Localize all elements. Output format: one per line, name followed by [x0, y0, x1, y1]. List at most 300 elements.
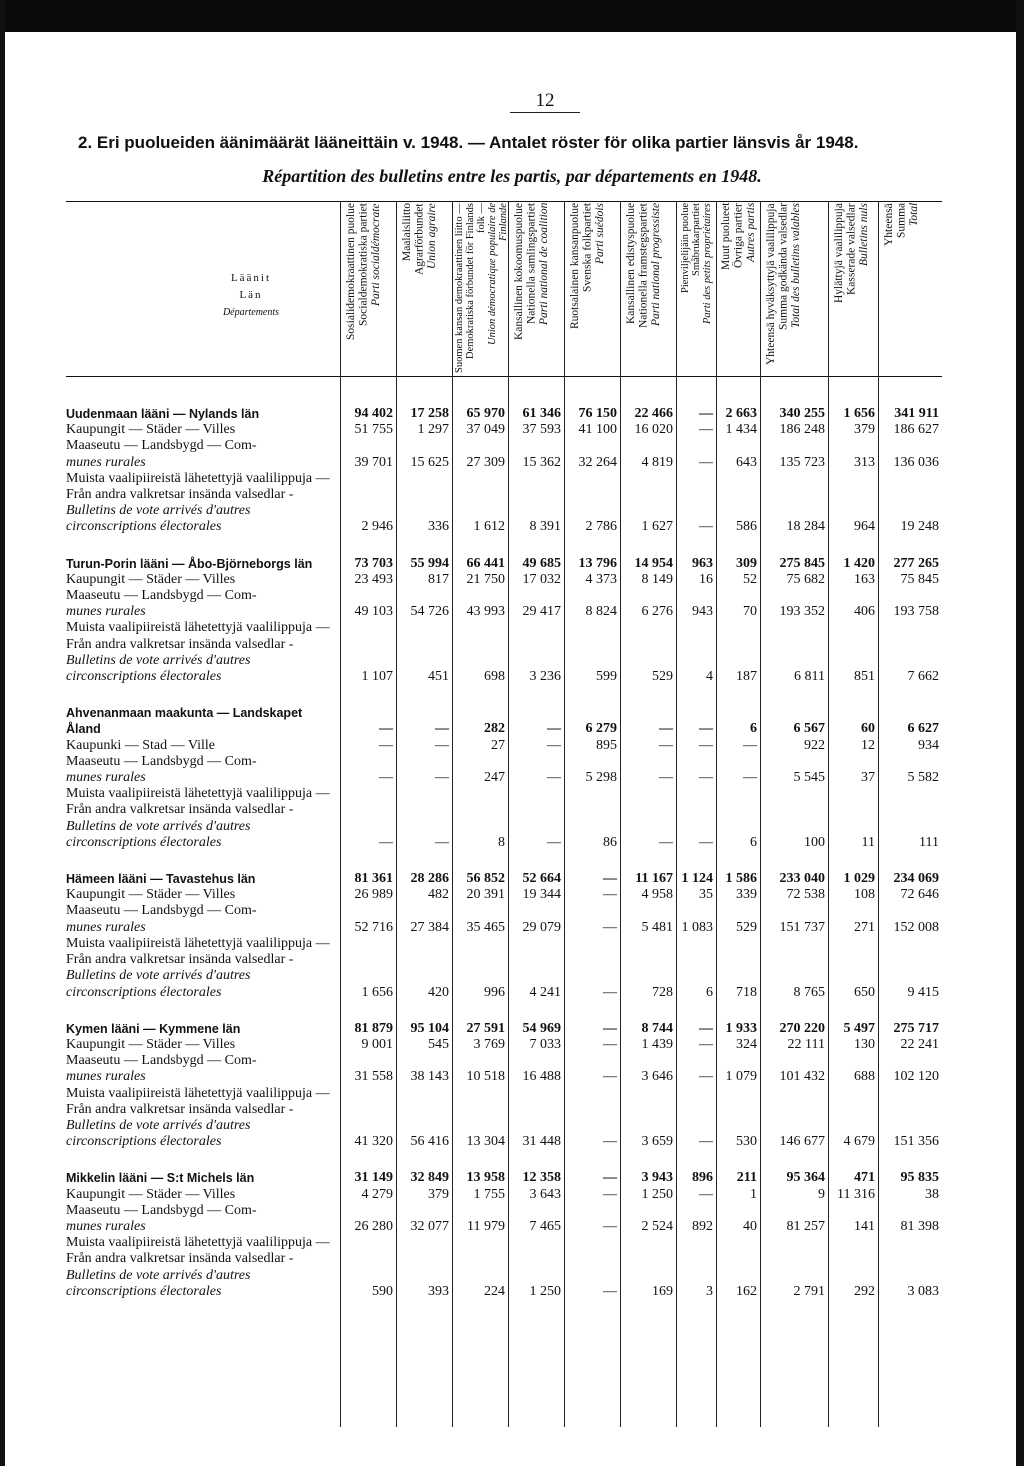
table-cell: —	[699, 1036, 713, 1052]
table-cell: 12 358	[522, 1170, 561, 1186]
table-cell: —	[699, 1186, 713, 1202]
row-label	[66, 1086, 340, 1151]
table-cell: 3 083	[907, 1283, 939, 1299]
row-label	[66, 1203, 340, 1235]
table-cell: 22 241	[900, 1036, 939, 1052]
row-label-part: Muista vaalipiireistä lähetettyjä vaalilippuja — Från andra valkretsar insända valsedlar -	[66, 470, 330, 503]
province-total-row	[66, 871, 942, 887]
table-cell: —	[743, 770, 757, 786]
group-spacer	[66, 1001, 942, 1021]
other-districts-row	[66, 620, 942, 685]
table-cell: 60	[861, 721, 875, 737]
rural-row	[66, 754, 942, 786]
table-cell: 1 439	[641, 1036, 673, 1052]
table-cell: 9 001	[361, 1036, 393, 1052]
table-cell: 324	[736, 1036, 757, 1052]
table-cell: 282	[484, 721, 505, 737]
row-label-part: Bulletins de vote arrivés d'autres circonscriptions électorales	[66, 1267, 251, 1299]
table-cell: 11	[861, 834, 875, 850]
rural-row	[66, 1053, 942, 1085]
row-label	[66, 871, 340, 887]
towns-row	[66, 738, 942, 754]
table-cell: 136 036	[893, 454, 939, 470]
table-cell: 186 248	[779, 422, 825, 438]
table-cell: —	[435, 737, 449, 753]
row-label-part: Bulletins de vote arrivés d'autres circonscriptions électorales	[66, 1117, 251, 1150]
column-header-rejected-ballots: Hylättyjä vaalilippuja Kasserade valsedlar Bulletins nuls	[833, 203, 870, 303]
table-cell: —	[603, 1170, 617, 1186]
table-cell: —	[699, 454, 713, 470]
table-cell: —	[699, 1134, 713, 1150]
stub-header-sv: Län	[239, 289, 263, 301]
table-cell: 1 029	[843, 871, 875, 887]
rural-row	[66, 903, 942, 935]
table-cell: —	[603, 1218, 617, 1234]
table-cell: 8 149	[641, 571, 673, 587]
table-cell: 3 646	[641, 1069, 673, 1085]
header-bottom-rule	[66, 376, 942, 377]
row-label-part: Maaseutu — Landsbygd — Com-	[66, 903, 257, 919]
table-cell: 186 627	[893, 422, 939, 438]
rural-row	[66, 588, 942, 620]
row-label-part: Maaseutu — Landsbygd — Com-	[66, 1053, 257, 1069]
row-label-part: Kaupungit — Städer — Villes	[66, 422, 236, 438]
table-cell: 169	[652, 1283, 673, 1299]
row-label-part: munes rurales	[66, 770, 146, 786]
table-cell: 51 755	[354, 422, 393, 438]
votes-table	[66, 406, 942, 1300]
table-cell: 52	[743, 571, 757, 587]
row-label-part: munes rurales	[66, 604, 146, 620]
column-header-total: Yhteensä Summa Total	[883, 203, 920, 246]
table-cell: 4	[706, 669, 713, 685]
row-label-part: Ahvenanmaan maakunta — Landskapet Åland	[66, 706, 303, 737]
row-label	[66, 406, 340, 422]
table-cell: 8 391	[529, 519, 561, 535]
table-cell: 17 258	[410, 406, 449, 421]
row-label-part: Kaupungit — Städer — Villes	[66, 887, 236, 903]
table-cell: 1 933	[725, 1020, 757, 1036]
table-cell: 1 107	[361, 669, 393, 685]
table-cell: —	[547, 770, 561, 786]
table-cell: 41 100	[578, 422, 617, 438]
table-cell: 8 765	[793, 984, 825, 1000]
table-cell: 6 279	[585, 721, 617, 737]
table-cell: 26 280	[354, 1218, 393, 1234]
table-cell: 41 320	[354, 1134, 393, 1150]
table-cell: —	[547, 721, 561, 737]
table-cell: 996	[484, 984, 505, 1000]
table-cell: 3 943	[641, 1170, 673, 1186]
table-cell: 73 703	[354, 555, 393, 571]
table-cell: —	[603, 984, 617, 1000]
table-cell: —	[435, 770, 449, 786]
table-cell: 529	[736, 919, 757, 935]
table-cell: 29 079	[522, 919, 561, 935]
table-cell: 1 434	[725, 422, 757, 438]
table-cell: 15 625	[410, 454, 449, 470]
table-cell: 31 149	[354, 1170, 393, 1186]
row-label-part: Kaupungit — Städer — Villes	[66, 571, 236, 587]
table-cell: 234 069	[893, 871, 939, 887]
row-label-part: munes rurales	[66, 1218, 146, 1234]
table-cell: 11 979	[467, 1218, 505, 1234]
row-label-part: Muista vaalipiireistä lähetettyjä vaalilippuja — Från andra valkretsar insända valsedlar -	[66, 786, 330, 818]
table-cell: 393	[428, 1283, 449, 1299]
table-cell: —	[603, 1020, 617, 1036]
table-cell: 1 656	[843, 406, 875, 421]
row-label	[66, 556, 340, 572]
table-cell: —	[659, 834, 673, 850]
row-label-part: Mikkelin lääni — S:t Michels län	[66, 1171, 255, 1186]
table-cell: 247	[484, 770, 505, 786]
table-cell: 896	[692, 1170, 713, 1186]
table-cell: 81 398	[900, 1218, 939, 1234]
table-cell: 7 662	[907, 669, 939, 685]
table-cell: 61 346	[522, 406, 561, 421]
table-cell: 934	[918, 737, 939, 753]
table-cell: 728	[652, 984, 673, 1000]
table-cell: 27 591	[466, 1020, 505, 1036]
table-cell: 529	[652, 669, 673, 685]
table-cell: 54 969	[522, 1020, 561, 1036]
other-districts-row	[66, 936, 942, 1001]
table-cell: —	[699, 422, 713, 438]
table-cell: 31 448	[522, 1134, 561, 1150]
table-cell: 152 008	[893, 919, 939, 935]
row-label	[66, 903, 340, 935]
column-header-smallholders-party: Pienviljelijäin puolue Småbrukarpartiet Parti des petits propriétaires	[680, 203, 713, 324]
table-cell: 1 250	[529, 1283, 561, 1299]
table-cell: 49 685	[522, 555, 561, 571]
row-label-part: Kaupunki — Stad — Ville	[66, 737, 216, 753]
table-cell: 4 679	[843, 1134, 875, 1150]
table-cell: 6	[706, 984, 713, 1000]
table-cell: 141	[854, 1218, 875, 1234]
scan-border-left	[0, 0, 5, 1466]
row-label	[66, 738, 340, 754]
row-label	[66, 620, 340, 685]
towns-row	[66, 887, 942, 903]
table-cell: 12	[861, 737, 875, 753]
table-cell: 4 279	[361, 1186, 393, 1202]
table-cell: 193 758	[893, 604, 939, 620]
rural-row	[66, 1203, 942, 1235]
table-cell: 1 083	[681, 919, 713, 935]
table-cell: 817	[428, 571, 449, 587]
table-cell: —	[603, 871, 617, 887]
column-header-swedish-party: Ruotsalainen kansanpuolue Svenska folkpartiet Parti suédois	[569, 203, 606, 330]
table-cell: 108	[854, 887, 875, 903]
table-cell: 130	[854, 1036, 875, 1052]
table-cell: 29 417	[522, 604, 561, 620]
table-cell: 75 682	[786, 571, 825, 587]
table-cell: 52 664	[522, 871, 561, 887]
table-cell: —	[699, 737, 713, 753]
table-cell: 482	[428, 887, 449, 903]
table-cell: 38	[925, 1186, 939, 1202]
row-label-part: Kymen lääni — Kymmene län	[66, 1021, 241, 1036]
table-cell: 54 726	[410, 604, 449, 620]
row-label-part: Maaseutu — Landsbygd — Com-	[66, 753, 257, 769]
table-cell: —	[603, 1283, 617, 1299]
table-cell: 17 032	[522, 571, 561, 587]
table-cell: —	[699, 834, 713, 850]
province-total-row	[66, 705, 942, 737]
column-header-progressive-party: Kansallinen edistyspuolue Nationella framstegspartiet Parti national progressiste	[625, 203, 662, 328]
table-cell: 1	[750, 1186, 757, 1202]
table-cell: 2 786	[585, 519, 617, 535]
table-cell: 1 612	[473, 519, 505, 535]
table-cell: 8 744	[641, 1020, 673, 1036]
table-cell: 224	[484, 1283, 505, 1299]
table-cell: 922	[804, 737, 825, 753]
table-cell: 52 716	[354, 919, 393, 935]
table-cell: 37	[861, 770, 875, 786]
row-label	[66, 1037, 340, 1053]
row-label-part: munes rurales	[66, 919, 146, 935]
table-cell: 471	[854, 1170, 875, 1186]
table-cell: 27 384	[410, 919, 449, 935]
table-cell: 5 481	[641, 919, 673, 935]
table-cell: 95 364	[786, 1170, 825, 1186]
table-cell: 2 946	[361, 519, 393, 535]
table-cell: 23 493	[354, 571, 393, 587]
table-cell: 2 791	[793, 1283, 825, 1299]
table-cell: 28 286	[410, 871, 449, 887]
table-cell: 102 120	[893, 1069, 939, 1085]
table-cell: 81 879	[354, 1020, 393, 1036]
page-number: 12	[535, 90, 555, 111]
table-cell: 16 020	[634, 422, 673, 438]
table-cell: 32 264	[578, 454, 617, 470]
row-label	[66, 1053, 340, 1085]
row-label-part: Muista vaalipiireistä lähetettyjä vaalilippuja — Från andra valkretsar insända valsedlar -	[66, 1235, 330, 1267]
table-cell: 11 316	[837, 1186, 875, 1202]
page-number-rule	[510, 112, 580, 113]
table-cell: 339	[736, 887, 757, 903]
table-cell: 86	[603, 834, 617, 850]
table-cell: 22 466	[634, 406, 673, 421]
other-districts-row	[66, 471, 942, 536]
table-body	[66, 406, 942, 1300]
table-cell: 586	[736, 519, 757, 535]
table-cell: 9	[818, 1186, 825, 1202]
table-cell: 18 284	[786, 519, 825, 535]
table-cell: 895	[596, 737, 617, 753]
table-cell: 10 518	[466, 1069, 505, 1085]
column-header-agrarian-union: Maalaisliitto Agrarförbundet Union agraire	[401, 203, 438, 275]
row-label	[66, 1235, 340, 1300]
table-cell: 3 643	[529, 1186, 561, 1202]
table-cell: 56 852	[466, 871, 505, 887]
table-cell: 6 627	[907, 721, 939, 737]
scan-border-right	[1016, 0, 1024, 1466]
table-cell: 1 250	[641, 1186, 673, 1202]
table-cell: 1 586	[725, 871, 757, 887]
row-label-part: Uudenmaan lääni — Nylands län	[66, 407, 260, 421]
row-label-part: Bulletins de vote arrivés d'autres circonscriptions électorales	[66, 652, 251, 685]
column-header-valid-ballots: Yhteensä hyväksyttyjä vaalilippuja Summa godkända valsedlar Total des bulletins valables	[765, 203, 802, 365]
towns-row	[66, 1187, 942, 1203]
table-cell: 1 124	[681, 871, 713, 887]
table-cell: 275 717	[893, 1020, 939, 1036]
table-cell: 590	[372, 1283, 393, 1299]
table-cell: 81 257	[786, 1218, 825, 1234]
table-cell: 4 373	[585, 571, 617, 587]
table-cell: 95 835	[900, 1170, 939, 1186]
table-cell: 6 276	[641, 604, 673, 620]
table-cell: 379	[854, 422, 875, 438]
table-cell: 3 236	[529, 669, 561, 685]
table-cell: 9 415	[907, 984, 939, 1000]
row-label-part: Muista vaalipiireistä lähetettyjä vaalilippuja — Från andra valkretsar insända valsedlar -	[66, 935, 330, 968]
table-cell: 27 309	[466, 454, 505, 470]
row-label	[66, 438, 340, 470]
table-cell: —	[603, 887, 617, 903]
row-label-part: Turun-Porin lääni — Åbo-Björneborgs län	[66, 556, 313, 571]
table-cell: 4 958	[641, 887, 673, 903]
table-cell: 15 362	[522, 454, 561, 470]
table-cell: 72 538	[786, 887, 825, 903]
table-cell: 43 993	[466, 604, 505, 620]
table-cell: 111	[919, 834, 939, 850]
table-cell: 76 150	[578, 406, 617, 421]
table-cell: 313	[854, 454, 875, 470]
table-cell: 341 911	[894, 406, 939, 421]
row-label-part: Bulletins de vote arrivés d'autres circonscriptions électorales	[66, 818, 251, 850]
group-spacer	[66, 1150, 942, 1170]
towns-row	[66, 422, 942, 438]
table-cell: —	[435, 834, 449, 850]
table-cell: 5 582	[907, 770, 939, 786]
table-cell: 163	[854, 571, 875, 587]
row-label-part: munes rurales	[66, 454, 146, 470]
row-label-part: Maaseutu — Landsbygd — Com-	[66, 1202, 257, 1218]
table-cell: 13 958	[466, 1170, 505, 1186]
row-label-part: munes rurales	[66, 1069, 146, 1085]
table-cell: 39 701	[354, 454, 393, 470]
table-cell: 5 545	[793, 770, 825, 786]
table-cell: 94 402	[354, 406, 393, 421]
table-cell: 211	[736, 1170, 757, 1186]
table-cell: 70	[743, 604, 757, 620]
table-cell: 49 103	[354, 604, 393, 620]
table-cell: 3 659	[641, 1134, 673, 1150]
table-cell: 187	[736, 669, 757, 685]
table-cell: 5 497	[843, 1020, 875, 1036]
province-total-row	[66, 406, 942, 422]
table-cell: 7 465	[529, 1218, 561, 1234]
other-districts-row	[66, 1235, 942, 1300]
stub-header-fr: Départements	[222, 307, 280, 318]
table-cell: —	[603, 1036, 617, 1052]
table-title: 2. Eri puolueiden äänimäärät lääneittäin v. 1948. — Antalet röster för olika partier länsvis år 1948.	[78, 133, 859, 152]
towns-row	[66, 572, 942, 588]
table-cell: 275 845	[779, 555, 825, 571]
table-cell: —	[699, 721, 713, 737]
table-cell: 7 033	[529, 1036, 561, 1052]
row-label	[66, 1187, 340, 1203]
table-cell: 8 824	[585, 604, 617, 620]
table-cell: 14 954	[634, 555, 673, 571]
table-cell: 6 811	[794, 669, 825, 685]
table-cell: 31 558	[354, 1069, 393, 1085]
row-label	[66, 1021, 340, 1037]
table-cell: 718	[736, 984, 757, 1000]
table-cell: 963	[692, 555, 713, 571]
table-cell: 292	[854, 1283, 875, 1299]
table-cell: 95 104	[410, 1020, 449, 1036]
table-cell: 13 796	[578, 555, 617, 571]
table-cell: 698	[484, 669, 505, 685]
table-subtitle: Répartition des bulletins entre les partis, par départements en 1948.	[262, 166, 762, 186]
group-spacer	[66, 685, 942, 705]
table-cell: 1 420	[843, 555, 875, 571]
row-label-part: Hämeen lääni — Tavastehus län	[66, 872, 256, 887]
table-cell: 151 356	[893, 1134, 939, 1150]
table-cell: 2 663	[725, 406, 757, 421]
table-cell: 19 344	[522, 887, 561, 903]
table-cell: 964	[854, 519, 875, 535]
table-cell: 1 079	[725, 1069, 757, 1085]
table-cell: 16 488	[522, 1069, 561, 1085]
table-cell: 101 432	[779, 1069, 825, 1085]
row-label	[66, 471, 340, 536]
row-label-part: Kaupungit — Städer — Villes	[66, 1036, 236, 1052]
table-cell: —	[603, 1134, 617, 1150]
table-cell: 146 677	[779, 1134, 825, 1150]
table-cell: —	[379, 770, 393, 786]
province-total-row	[66, 1170, 942, 1186]
table-cell: 81 361	[354, 871, 393, 887]
table-cell: —	[699, 1069, 713, 1085]
table-cell: 162	[736, 1283, 757, 1299]
table-cell: 26 989	[354, 887, 393, 903]
table-cell: 545	[428, 1036, 449, 1052]
table-cell: 193 352	[779, 604, 825, 620]
table-cell: 56 416	[410, 1134, 449, 1150]
group-spacer	[66, 851, 942, 871]
table-cell: 75 845	[900, 571, 939, 587]
table-cell: 20 391	[466, 887, 505, 903]
table-cell: 27	[491, 737, 505, 753]
towns-row	[66, 1037, 942, 1053]
table-cell: 11 167	[635, 871, 673, 887]
table-cell: 151 737	[779, 919, 825, 935]
table-cell: 16	[699, 571, 713, 587]
row-label-part: Kaupungit — Städer — Villes	[66, 1186, 236, 1202]
table-cell: —	[603, 919, 617, 935]
table-cell: 35	[699, 887, 713, 903]
table-cell: 38 143	[410, 1069, 449, 1085]
row-label	[66, 786, 340, 851]
table-cell: 72 646	[900, 887, 939, 903]
table-cell: 3 769	[473, 1036, 505, 1052]
table-cell: 13 304	[466, 1134, 505, 1150]
column-header-people-democrats: Suomen kansan demokraattinen liitto — Demokratiska förbundet för Finlands folk — Union démocratique populaire de Finlande	[454, 203, 509, 373]
table-cell: 943	[692, 604, 713, 620]
row-label	[66, 754, 340, 786]
table-cell: —	[379, 737, 393, 753]
row-label	[66, 422, 340, 438]
table-cell: 40	[743, 1218, 757, 1234]
table-cell: 1 627	[641, 519, 673, 535]
other-districts-row	[66, 1086, 942, 1151]
table-cell: 135 723	[779, 454, 825, 470]
row-label	[66, 1170, 340, 1186]
table-cell: 21 750	[466, 571, 505, 587]
